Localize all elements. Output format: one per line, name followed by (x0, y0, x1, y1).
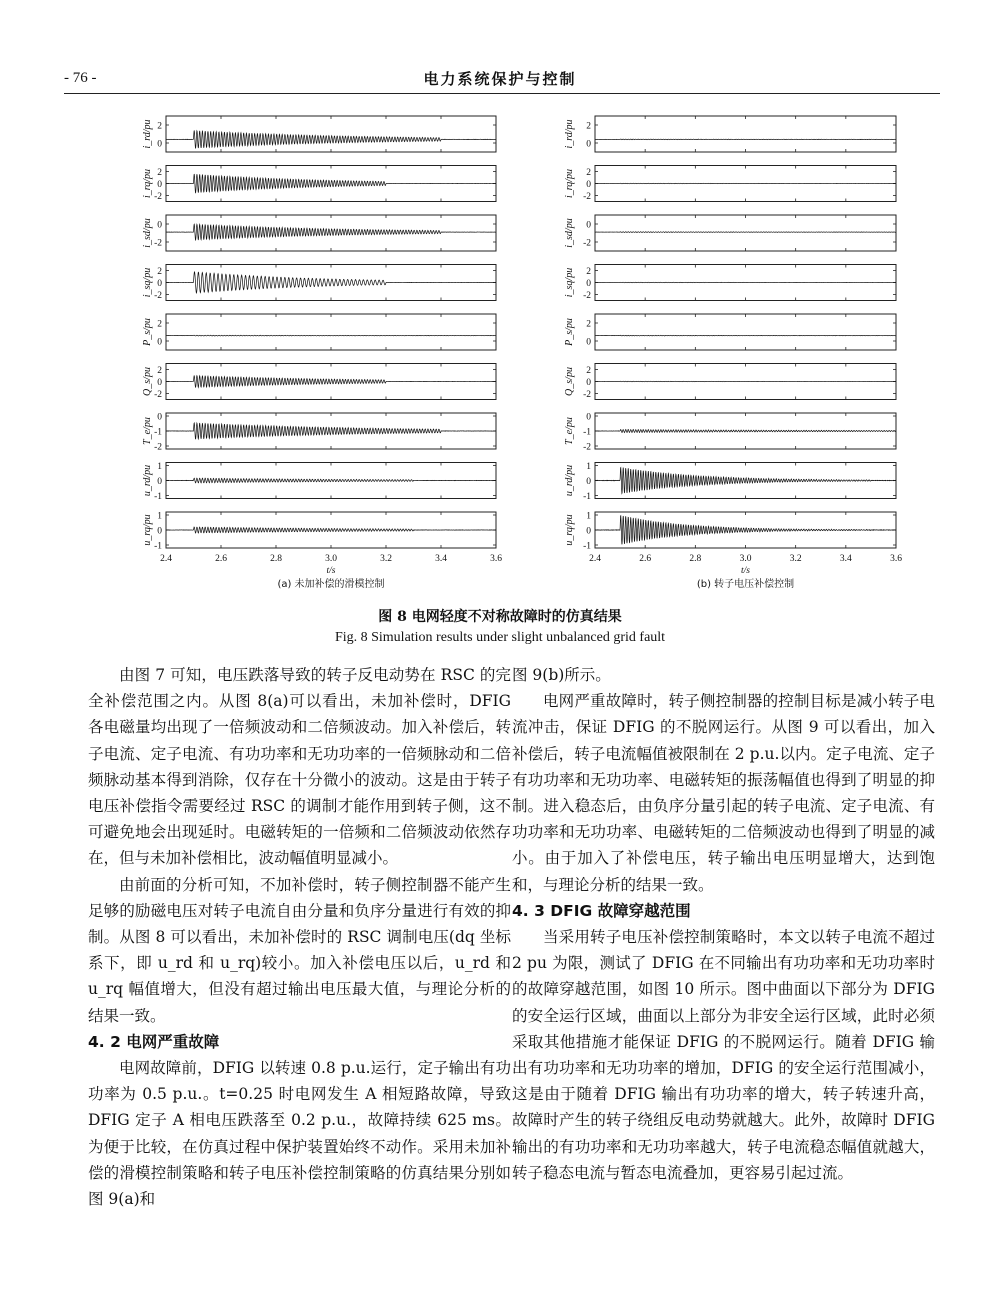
y-tick-label: 2 (157, 168, 162, 178)
y-tick-label: 0 (157, 526, 162, 537)
x-tick-label: 3.4 (435, 554, 447, 564)
subplot (142, 462, 496, 502)
paragraph: 电网故障前，DFIG 以转速 0.8 p.u.运行，定子输出有功功率为 0.5 p.u.。t=0.25 时电网发生 A 相短路故障，导致 DFIG 定子 A 相电压跌落至 0.2 p.u.，故障持续 625 ms。为便于比较，在仿真过程中保护装置始终不动作。采用未加补偿的滑模控制策略和转子电压补偿控制策略的仿真结果分别如图 9(a)和 (88, 1059, 511, 1209)
y-tick-label: -2 (154, 390, 162, 400)
y-tick-label: 1 (157, 462, 162, 472)
series-line (166, 478, 496, 483)
paragraph: 电网严重故障时，转子侧控制器的控制目标是减小转子电流冲击，保证 DFIG 的不脱网运行。从图 9 可以看出，加入补偿后，转子电流幅值被限制在 2 p.u.以内。定子电流、定子有功功率和无功功率、电磁转矩的振荡幅值也得到了明显的抑制。进入稳态后，由负序分量引起的转子电流、定子电流、有功功率和无功功率、电磁转矩的二倍频波动也得到了明显的减小。由于加入了补偿电压，转子输出电压明显增大，达到饱和，与理论分析的结果一致。 (512, 692, 935, 894)
y-axis-label: i_sq/pu (564, 267, 575, 298)
y-axis-label: P_s/pu (564, 318, 575, 346)
y-tick-label: 2 (586, 319, 591, 330)
panel-caption: (a) 未加补偿的滑模控制 (277, 579, 385, 590)
subplot (142, 413, 496, 453)
x-tick-label: 3.2 (380, 554, 392, 564)
y-axis-label: i_rq/pu (564, 168, 575, 199)
axes-frame (595, 314, 896, 350)
y-axis-label: i_rq/pu (142, 168, 153, 199)
y-tick-label: 0 (586, 220, 591, 231)
subplot (142, 512, 502, 591)
subplot (142, 265, 496, 302)
subplot (142, 166, 496, 203)
y-tick-label: -2 (154, 442, 162, 453)
y-tick-label: 0 (586, 139, 591, 150)
paragraph: 图 9(b)所示。 (512, 666, 611, 684)
y-tick-label: 0 (586, 526, 591, 537)
series-line (595, 429, 896, 432)
y-axis-label: i_rd/pu (564, 119, 575, 149)
series-line (166, 174, 496, 193)
x-tick-label: 3.2 (789, 554, 802, 564)
subplot (564, 512, 902, 591)
y-axis-label: u_rq/pu (142, 514, 153, 546)
subplot (564, 364, 896, 401)
y-tick-label: 0 (586, 337, 591, 348)
figure-caption-cn: 图 8 电网轻度不对称故障时的仿真结果 (378, 609, 622, 625)
x-tick-label: 2.6 (639, 554, 652, 564)
y-tick-label: 2 (157, 267, 162, 277)
paragraph: 由前面的分析可知，不加补偿时，转子侧控制器不能产生足够的励磁电压对转子电流自由分量和负序分量进行有效的抑制。从图 8 可以看出，未加补偿时的 RSC 调制电压(dq 坐标系下，即 u_rd 和 u_rq)较小。加入补偿电压以后，u_rd 和 u_rq 幅值增大，但没有超过输出电压最大值，与理论分析的结果一致。 (88, 875, 511, 1025)
y-axis-label: u_rq/pu (564, 514, 575, 546)
x-axis-label: t/s (326, 566, 336, 576)
y-axis-label: Q_s/pu (142, 367, 153, 396)
y-tick-label: -2 (154, 192, 162, 202)
axes-frame (595, 215, 896, 251)
axes-frame (166, 314, 496, 350)
y-tick-label: 2 (157, 319, 162, 330)
series-line (166, 224, 496, 240)
y-tick-label: 1 (157, 511, 162, 522)
y-axis-label: P_s/pu (142, 318, 153, 346)
y-tick-label: 2 (157, 366, 162, 376)
x-tick-label: 2.4 (589, 554, 601, 564)
y-tick-label: 0 (157, 220, 162, 231)
subfigure-b (564, 116, 902, 590)
axes-frame (595, 116, 896, 152)
series-line (595, 516, 896, 545)
y-tick-label: 2 (586, 168, 591, 178)
y-tick-label: -1 (154, 492, 162, 502)
series-line (166, 527, 496, 533)
y-tick-label: 0 (586, 477, 591, 487)
figure-8 (0, 0, 1000, 600)
subfigure-a (142, 116, 502, 590)
figure-caption-en: Fig. 8 Simulation results under slight unbalanced grid fault (334, 630, 666, 645)
series-line (166, 335, 496, 336)
subplot (564, 314, 896, 350)
x-tick-label: 2.4 (160, 554, 172, 564)
journal-title: 电力系统保护与控制 (423, 70, 577, 88)
y-tick-label: 1 (586, 511, 591, 522)
y-axis-label: T_e/pu (564, 417, 575, 445)
x-tick-label: 3.0 (325, 554, 337, 564)
subplot (564, 116, 896, 152)
y-tick-label: 0 (157, 337, 162, 348)
y-axis-label: i_rd/pu (142, 119, 153, 149)
y-tick-label: -1 (583, 541, 591, 552)
y-tick-label: -1 (154, 427, 162, 438)
series-line (166, 131, 496, 148)
series-line (166, 423, 496, 439)
y-tick-label: 2 (586, 267, 591, 277)
y-tick-label: -2 (583, 192, 591, 202)
section-heading: 4. 3 DFIG 故障穿越范围 (512, 901, 691, 920)
x-axis-label: t/s (741, 566, 750, 576)
y-tick-label: 0 (586, 180, 591, 190)
x-tick-label: 2.8 (689, 554, 702, 564)
series-line (166, 272, 496, 293)
series-line (595, 183, 896, 184)
y-tick-label: 0 (157, 477, 162, 487)
left-text-column (88, 662, 511, 1212)
y-tick-label: 0 (586, 412, 591, 423)
x-tick-label: 3.6 (890, 554, 902, 564)
y-axis-label: u_rd/pu (142, 464, 153, 497)
x-tick-label: 3.6 (490, 554, 502, 564)
subplot (142, 364, 496, 401)
y-tick-label: 0 (157, 378, 162, 388)
paragraph: 由图 7 可知，电压跌落导致的转子反电动势在 RSC 的完全补偿范围之内。从图 8(a)可以看出，未加补偿时，DFIG 各电磁量均出现了一倍频波动和二倍频波动。加入补偿后，转子电流、定子电流、有功功率和无功功率的一倍频脉动和二倍频脉动基本得到消除，仅存在十分微小的波动。这是由于转子电压补偿指令需要经过 RSC 的调制才能作用到转子侧，这不可避免地会出现延时。电磁转矩的一倍频和二倍频波动依然存在，但与未加补偿相比，波动幅值明显减小。 (88, 666, 511, 868)
x-tick-label: 2.6 (215, 554, 227, 564)
y-tick-label: -1 (154, 541, 162, 552)
y-tick-label: 2 (586, 366, 591, 376)
panel-caption: (b) 转子电压补偿控制 (696, 579, 795, 590)
series-line (595, 468, 896, 494)
x-tick-label: 3.0 (739, 554, 752, 564)
y-tick-label: -1 (583, 427, 591, 438)
y-tick-label: -1 (583, 492, 591, 502)
y-axis-label: T_e/pu (142, 417, 153, 445)
y-tick-label: 0 (157, 139, 162, 150)
section-heading: 4. 2 电网严重故障 (88, 1032, 220, 1051)
y-axis-label: u_rd/pu (564, 464, 575, 497)
y-tick-label: 2 (157, 121, 162, 132)
y-axis-label: i_sq/pu (142, 267, 153, 298)
y-axis-label: i_sd/pu (564, 218, 575, 248)
subplot (564, 166, 896, 203)
y-tick-label: 0 (586, 378, 591, 388)
paragraph: 当采用转子电压补偿控制策略时，本文以转子电流不超过 2 pu 为限，测试了 DFIG 在不同输出有功功率和无功功率时的故障穿越范围，如图 10 所示。图中曲面以下部分为 DFIG 的安全运行区域，曲面以上部分为非安全运行区域，此时必须采取其他措施才能保证 DFIG 的不脱网运行。随着 DFIG 输出有功功率和无功功率的增加，DFIG 的安全运行范围减小，这是由于随着 DFIG 输出有功功率的增大，转子转速升高，故障时产生的转子绕组反电动势就越大。此外，故障时 DFIG 输出的有功功率和无功功率越大，转子电流稳态幅值就越大，转子稳态电流与暂态电流叠加，更容易引起过流。 (512, 928, 935, 1182)
y-tick-label: -2 (154, 238, 162, 249)
y-tick-label: -2 (583, 238, 591, 249)
y-tick-label: 0 (157, 180, 162, 190)
series-line (595, 335, 896, 336)
subplot (564, 265, 896, 302)
x-tick-label: 2.8 (270, 554, 282, 564)
right-text-column (512, 662, 935, 1186)
y-axis-label: Q_s/pu (564, 367, 575, 396)
x-tick-label: 3.4 (839, 554, 852, 564)
series-line (595, 381, 896, 382)
subplot (142, 314, 496, 350)
y-tick-label: 0 (586, 279, 591, 289)
series-line (595, 139, 896, 140)
y-axis-label: i_sd/pu (142, 218, 153, 248)
y-tick-label: -2 (583, 442, 591, 453)
page-number: - 76 - (64, 70, 97, 86)
subplot (564, 462, 896, 502)
subplot (142, 116, 496, 152)
y-tick-label: 1 (586, 462, 591, 472)
subplot (564, 413, 896, 453)
subplot (564, 215, 896, 251)
subplot (142, 215, 496, 251)
series-line (166, 376, 496, 388)
series-line (595, 282, 896, 283)
y-tick-label: 0 (157, 412, 162, 423)
y-tick-label: -2 (583, 291, 591, 301)
y-tick-label: 0 (157, 279, 162, 289)
y-tick-label: -2 (154, 291, 162, 301)
y-tick-label: 2 (586, 121, 591, 132)
y-tick-label: -2 (583, 390, 591, 400)
series-line (595, 232, 896, 233)
